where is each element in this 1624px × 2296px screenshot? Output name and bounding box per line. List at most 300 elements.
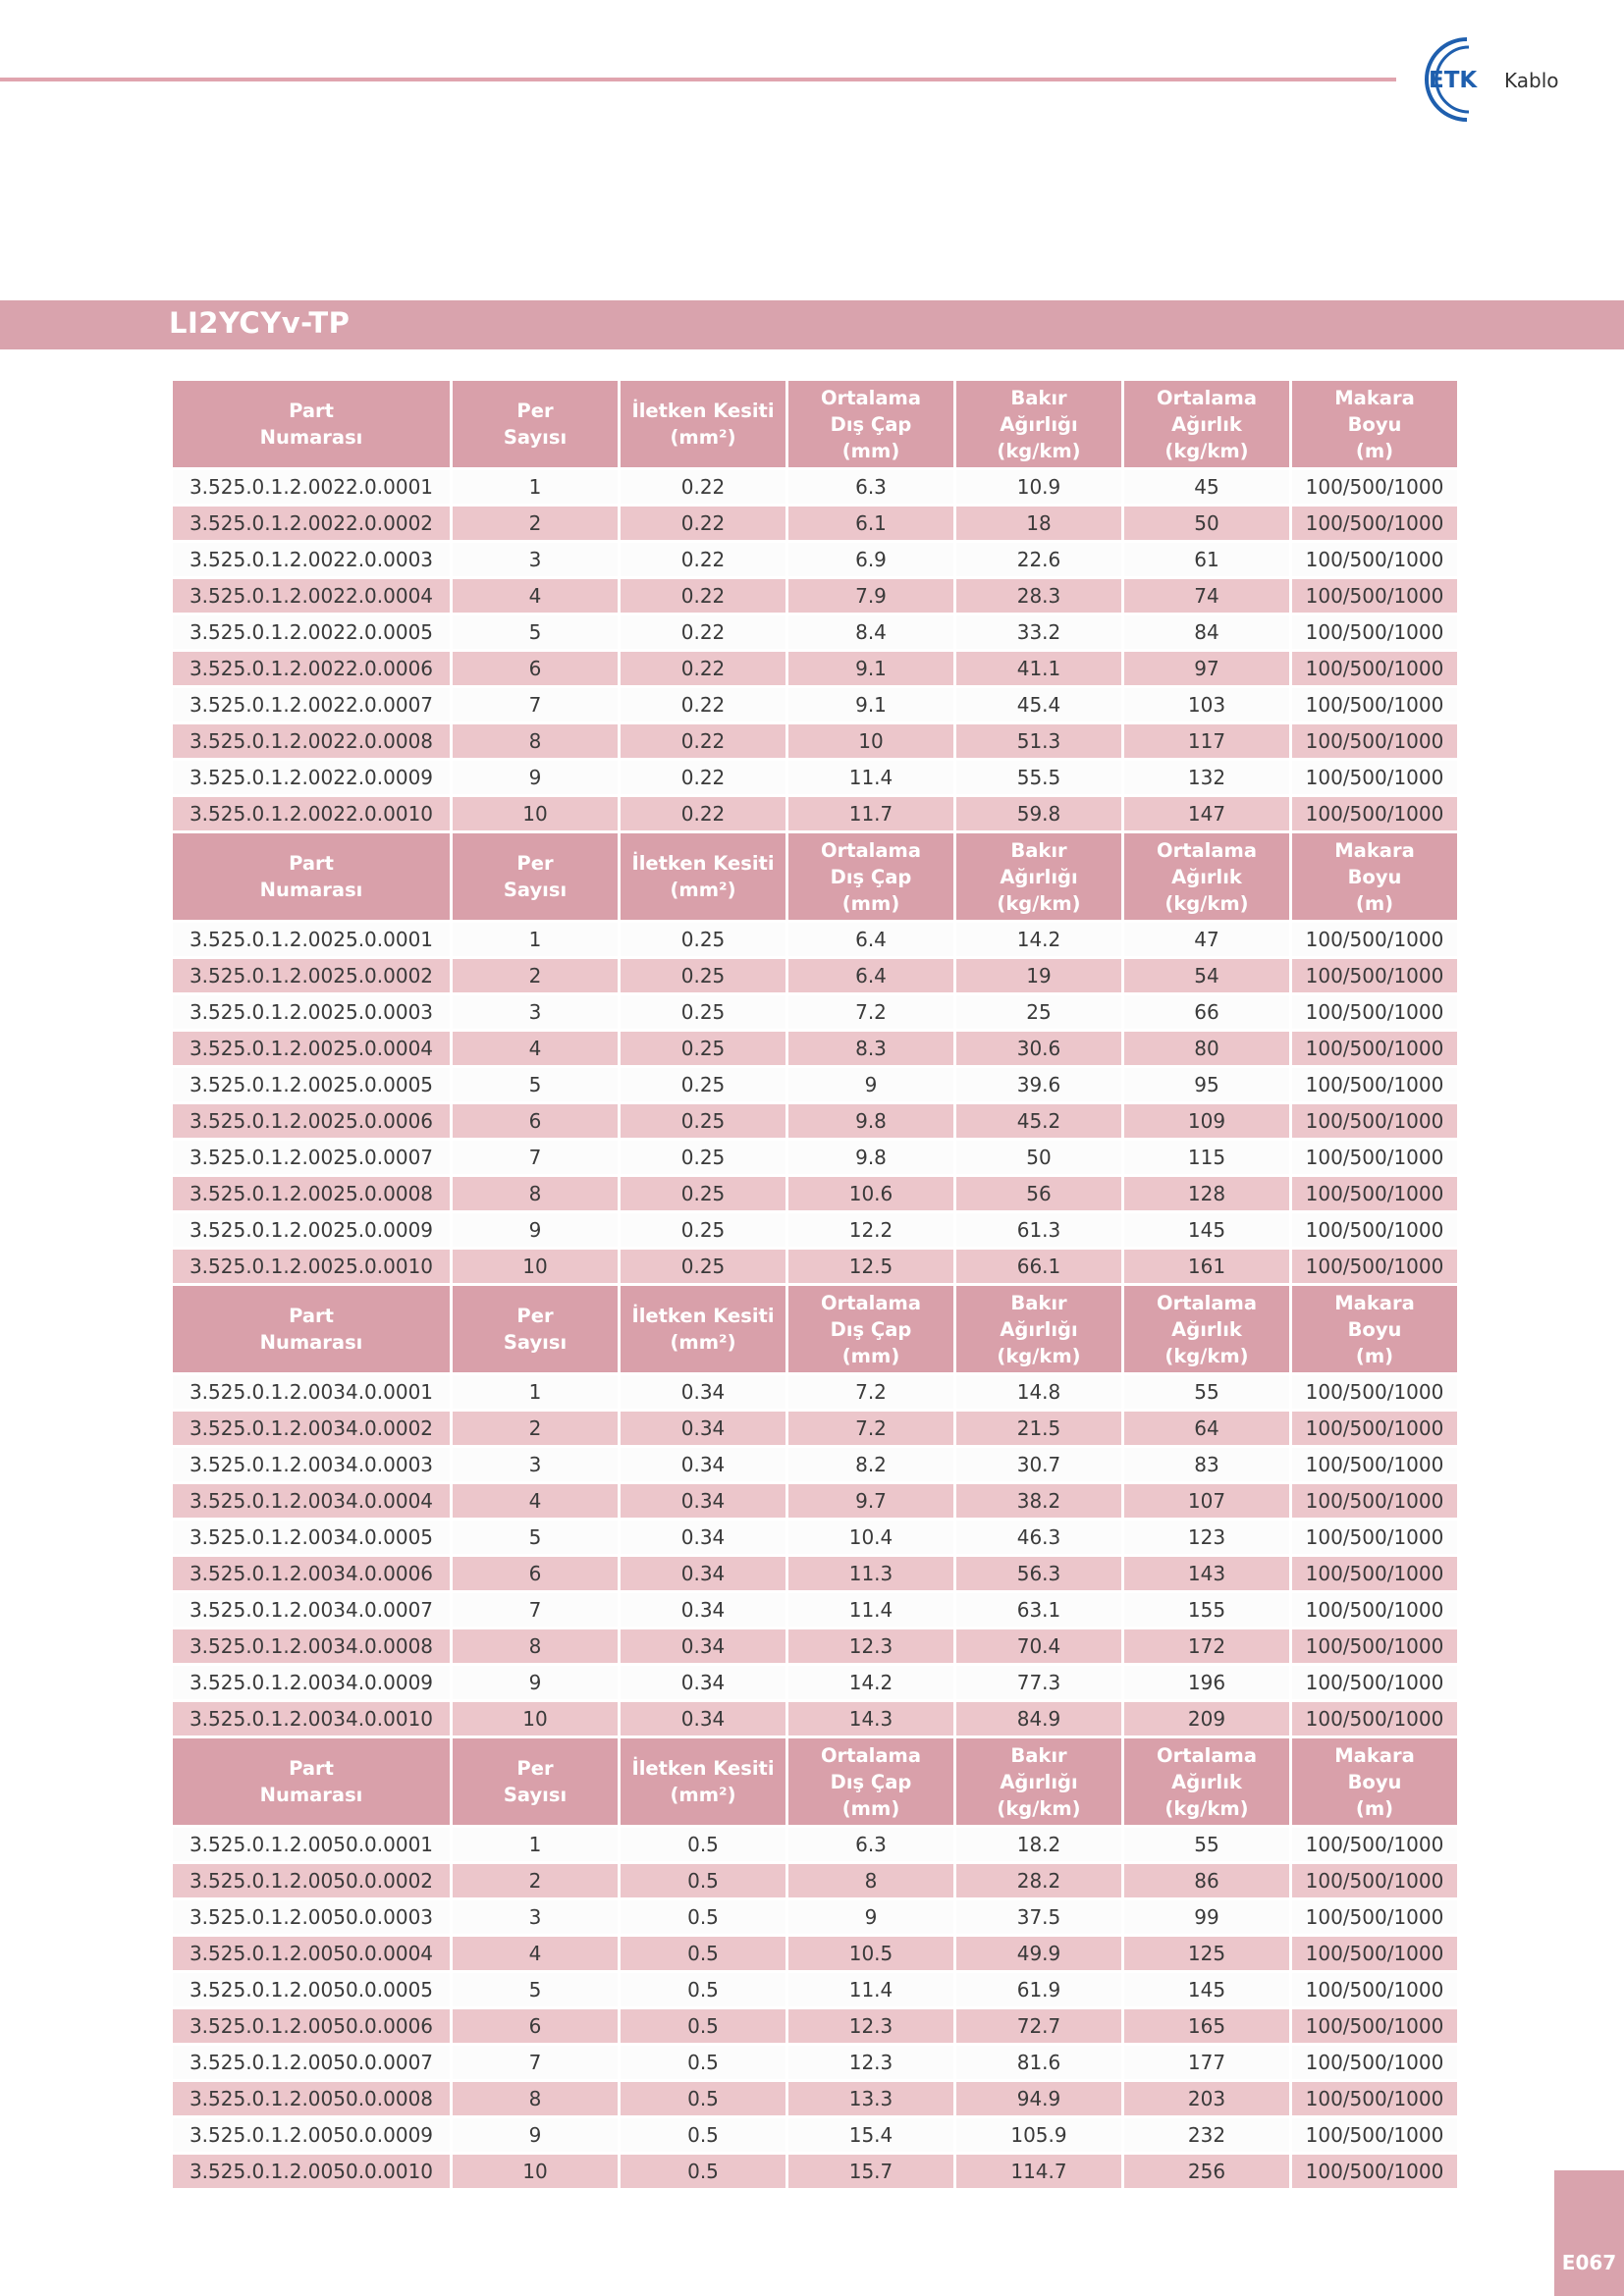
table-row (173, 1557, 1457, 1590)
cell-pair-count: 8 (453, 1629, 618, 1663)
header-conductor-section: İletken Kesiti (mm²) (621, 1738, 785, 1825)
cell-outer-diameter: 10 (788, 724, 953, 758)
cell-outer-diameter: 11.3 (788, 1557, 953, 1590)
table-row (173, 1068, 1457, 1101)
cell-outer-diameter: 12.2 (788, 1213, 953, 1247)
cell-reel-length: 100/500/1000 (1292, 1557, 1457, 1590)
table-row (173, 1104, 1457, 1138)
cell-conductor-section: 0.22 (621, 797, 785, 830)
cell-pair-count: 7 (453, 2046, 618, 2079)
cell-average-weight: 128 (1124, 1177, 1289, 1210)
cell-part-number: 3.525.0.1.2.0050.0.0003 (173, 1900, 450, 1934)
cell-outer-diameter: 8 (788, 1864, 953, 1897)
cell-outer-diameter: 9 (788, 1068, 953, 1101)
cell-copper-weight: 105.9 (956, 2118, 1121, 2152)
cell-pair-count: 9 (453, 2118, 618, 2152)
table-row (173, 1250, 1457, 1283)
cell-average-weight: 95 (1124, 1068, 1289, 1101)
cell-outer-diameter: 9.1 (788, 688, 953, 721)
cell-copper-weight: 70.4 (956, 1629, 1121, 1663)
cell-conductor-section: 0.5 (621, 1864, 785, 1897)
cell-reel-length: 100/500/1000 (1292, 507, 1457, 540)
table-header-row (173, 1286, 1457, 1372)
cell-reel-length: 100/500/1000 (1292, 1521, 1457, 1554)
cell-conductor-section: 0.22 (621, 470, 785, 504)
cell-part-number: 3.525.0.1.2.0050.0.0005 (173, 1973, 450, 2006)
cell-average-weight: 165 (1124, 2009, 1289, 2043)
cell-outer-diameter: 11.4 (788, 1593, 953, 1627)
cell-conductor-section: 0.34 (621, 1375, 785, 1409)
cell-part-number: 3.525.0.1.2.0050.0.0007 (173, 2046, 450, 2079)
cell-pair-count: 4 (453, 1484, 618, 1518)
cell-pair-count: 10 (453, 797, 618, 830)
table-row (173, 579, 1457, 613)
cell-average-weight: 145 (1124, 1213, 1289, 1247)
cell-average-weight: 125 (1124, 1937, 1289, 1970)
header-conductor-section: İletken Kesiti (mm²) (621, 381, 785, 467)
cell-conductor-section: 0.25 (621, 1068, 785, 1101)
cell-copper-weight: 14.2 (956, 923, 1121, 956)
cell-average-weight: 155 (1124, 1593, 1289, 1627)
cell-copper-weight: 28.3 (956, 579, 1121, 613)
cell-part-number: 3.525.0.1.2.0034.0.0005 (173, 1521, 450, 1554)
cell-pair-count: 7 (453, 1141, 618, 1174)
header-part-number: Part Numarası (173, 1738, 450, 1825)
cell-pair-count: 6 (453, 652, 618, 685)
cell-outer-diameter: 7.2 (788, 1412, 953, 1445)
cell-pair-count: 5 (453, 615, 618, 649)
header-reel-length: Makara Boyu (m) (1292, 381, 1457, 467)
cell-outer-diameter: 8.2 (788, 1448, 953, 1481)
cell-conductor-section: 0.34 (621, 1557, 785, 1590)
header-average-weight: Ortalama Ağırlık (kg/km) (1124, 381, 1289, 467)
cell-average-weight: 54 (1124, 959, 1289, 992)
cell-outer-diameter: 8.3 (788, 1032, 953, 1065)
cell-average-weight: 145 (1124, 1973, 1289, 2006)
cell-copper-weight: 56 (956, 1177, 1121, 1210)
cell-part-number: 3.525.0.1.2.0034.0.0009 (173, 1666, 450, 1699)
cell-copper-weight: 81.6 (956, 2046, 1121, 2079)
cell-pair-count: 10 (453, 1250, 618, 1283)
cell-reel-length: 100/500/1000 (1292, 1032, 1457, 1065)
cell-conductor-section: 0.22 (621, 615, 785, 649)
header-copper-weight: Bakır Ağırlığı (kg/km) (956, 833, 1121, 920)
table-row (173, 1702, 1457, 1735)
cell-pair-count: 10 (453, 2155, 618, 2188)
cell-part-number: 3.525.0.1.2.0025.0.0009 (173, 1213, 450, 1247)
cell-conductor-section: 0.34 (621, 1629, 785, 1663)
table-row (173, 1141, 1457, 1174)
cell-conductor-section: 0.34 (621, 1448, 785, 1481)
cell-average-weight: 172 (1124, 1629, 1289, 1663)
cell-part-number: 3.525.0.1.2.0022.0.0007 (173, 688, 450, 721)
cell-average-weight: 232 (1124, 2118, 1289, 2152)
cell-pair-count: 10 (453, 1702, 618, 1735)
cell-average-weight: 117 (1124, 724, 1289, 758)
cell-part-number: 3.525.0.1.2.0025.0.0004 (173, 1032, 450, 1065)
cell-outer-diameter: 15.7 (788, 2155, 953, 2188)
cell-conductor-section: 0.34 (621, 1666, 785, 1699)
cell-conductor-section: 0.5 (621, 2118, 785, 2152)
cell-reel-length: 100/500/1000 (1292, 1864, 1457, 1897)
cell-pair-count: 9 (453, 1213, 618, 1247)
cell-pair-count: 6 (453, 2009, 618, 2043)
cell-part-number: 3.525.0.1.2.0025.0.0006 (173, 1104, 450, 1138)
cell-outer-diameter: 14.2 (788, 1666, 953, 1699)
cell-conductor-section: 0.25 (621, 995, 785, 1029)
cell-average-weight: 209 (1124, 1702, 1289, 1735)
cell-part-number: 3.525.0.1.2.0025.0.0005 (173, 1068, 450, 1101)
cell-conductor-section: 0.5 (621, 2155, 785, 2188)
cell-part-number: 3.525.0.1.2.0050.0.0008 (173, 2082, 450, 2115)
cell-reel-length: 100/500/1000 (1292, 2155, 1457, 2188)
cell-outer-diameter: 8.4 (788, 615, 953, 649)
header-part-number: Part Numarası (173, 833, 450, 920)
cell-conductor-section: 0.5 (621, 2046, 785, 2079)
cell-outer-diameter: 10.5 (788, 1937, 953, 1970)
header-copper-weight: Bakır Ağırlığı (kg/km) (956, 1738, 1121, 1825)
cell-outer-diameter: 7.2 (788, 995, 953, 1029)
table-header-row (173, 381, 1457, 467)
cell-copper-weight: 38.2 (956, 1484, 1121, 1518)
cell-reel-length: 100/500/1000 (1292, 543, 1457, 576)
table-row (173, 797, 1457, 830)
cell-reel-length: 100/500/1000 (1292, 1213, 1457, 1247)
cell-part-number: 3.525.0.1.2.0034.0.0003 (173, 1448, 450, 1481)
header-pair-count: Per Sayısı (453, 833, 618, 920)
cell-part-number: 3.525.0.1.2.0034.0.0010 (173, 1702, 450, 1735)
table-row (173, 1521, 1457, 1554)
cell-pair-count: 2 (453, 1864, 618, 1897)
cell-pair-count: 6 (453, 1557, 618, 1590)
cell-average-weight: 115 (1124, 1141, 1289, 1174)
header-part-number: Part Numarası (173, 1286, 450, 1372)
cell-conductor-section: 0.25 (621, 1141, 785, 1174)
cell-average-weight: 55 (1124, 1828, 1289, 1861)
cell-pair-count: 3 (453, 1448, 618, 1481)
table-row (173, 1375, 1457, 1409)
cell-copper-weight: 49.9 (956, 1937, 1121, 1970)
cell-part-number: 3.525.0.1.2.0022.0.0006 (173, 652, 450, 685)
header-outer-diameter: Ortalama Dış Çap (mm) (788, 1286, 953, 1372)
cell-average-weight: 107 (1124, 1484, 1289, 1518)
cell-copper-weight: 51.3 (956, 724, 1121, 758)
cell-copper-weight: 77.3 (956, 1666, 1121, 1699)
cell-outer-diameter: 7.9 (788, 579, 953, 613)
cell-outer-diameter: 14.3 (788, 1702, 953, 1735)
cell-reel-length: 100/500/1000 (1292, 1900, 1457, 1934)
cell-part-number: 3.525.0.1.2.0022.0.0009 (173, 761, 450, 794)
cell-average-weight: 84 (1124, 615, 1289, 649)
table-row (173, 2118, 1457, 2152)
cell-copper-weight: 30.7 (956, 1448, 1121, 1481)
cell-part-number: 3.525.0.1.2.0050.0.0001 (173, 1828, 450, 1861)
cell-average-weight: 196 (1124, 1666, 1289, 1699)
table-row (173, 2009, 1457, 2043)
cell-part-number: 3.525.0.1.2.0034.0.0001 (173, 1375, 450, 1409)
cell-pair-count: 4 (453, 1032, 618, 1065)
cell-reel-length: 100/500/1000 (1292, 1448, 1457, 1481)
cell-average-weight: 74 (1124, 579, 1289, 613)
cell-conductor-section: 0.34 (621, 1484, 785, 1518)
cell-outer-diameter: 6.1 (788, 507, 953, 540)
cell-average-weight: 50 (1124, 507, 1289, 540)
cell-outer-diameter: 12.3 (788, 1629, 953, 1663)
cell-pair-count: 1 (453, 1375, 618, 1409)
cell-part-number: 3.525.0.1.2.0022.0.0005 (173, 615, 450, 649)
cell-outer-diameter: 9.8 (788, 1104, 953, 1138)
cell-conductor-section: 0.22 (621, 761, 785, 794)
cell-outer-diameter: 9.1 (788, 652, 953, 685)
cell-conductor-section: 0.25 (621, 923, 785, 956)
table-row (173, 1864, 1457, 1897)
cell-average-weight: 83 (1124, 1448, 1289, 1481)
cell-average-weight: 55 (1124, 1375, 1289, 1409)
header-reel-length: Makara Boyu (m) (1292, 1738, 1457, 1825)
cell-copper-weight: 66.1 (956, 1250, 1121, 1283)
cell-part-number: 3.525.0.1.2.0025.0.0003 (173, 995, 450, 1029)
cell-average-weight: 47 (1124, 923, 1289, 956)
cell-copper-weight: 39.6 (956, 1068, 1121, 1101)
cell-reel-length: 100/500/1000 (1292, 995, 1457, 1029)
cell-conductor-section: 0.34 (621, 1593, 785, 1627)
cell-outer-diameter: 7.2 (788, 1375, 953, 1409)
cell-average-weight: 86 (1124, 1864, 1289, 1897)
cell-pair-count: 8 (453, 724, 618, 758)
cell-average-weight: 64 (1124, 1412, 1289, 1445)
cell-part-number: 3.525.0.1.2.0022.0.0002 (173, 507, 450, 540)
cell-copper-weight: 46.3 (956, 1521, 1121, 1554)
cell-reel-length: 100/500/1000 (1292, 1068, 1457, 1101)
cell-copper-weight: 30.6 (956, 1032, 1121, 1065)
cell-copper-weight: 14.8 (956, 1375, 1121, 1409)
cell-average-weight: 132 (1124, 761, 1289, 794)
cell-reel-length: 100/500/1000 (1292, 470, 1457, 504)
cell-outer-diameter: 10.4 (788, 1521, 953, 1554)
cell-pair-count: 5 (453, 1068, 618, 1101)
cell-part-number: 3.525.0.1.2.0050.0.0010 (173, 2155, 450, 2188)
cell-pair-count: 1 (453, 470, 618, 504)
cell-copper-weight: 18.2 (956, 1828, 1121, 1861)
cell-copper-weight: 59.8 (956, 797, 1121, 830)
cell-reel-length: 100/500/1000 (1292, 2009, 1457, 2043)
cell-outer-diameter: 12.3 (788, 2009, 953, 2043)
cell-copper-weight: 19 (956, 959, 1121, 992)
cell-conductor-section: 0.22 (621, 543, 785, 576)
cell-reel-length: 100/500/1000 (1292, 652, 1457, 685)
table-row (173, 2155, 1457, 2188)
header-copper-weight: Bakır Ağırlığı (kg/km) (956, 381, 1121, 467)
cell-copper-weight: 84.9 (956, 1702, 1121, 1735)
cell-part-number: 3.525.0.1.2.0034.0.0004 (173, 1484, 450, 1518)
cell-reel-length: 100/500/1000 (1292, 1141, 1457, 1174)
cell-reel-length: 100/500/1000 (1292, 1412, 1457, 1445)
cell-pair-count: 1 (453, 923, 618, 956)
cell-part-number: 3.525.0.1.2.0050.0.0006 (173, 2009, 450, 2043)
cell-copper-weight: 63.1 (956, 1593, 1121, 1627)
cell-part-number: 3.525.0.1.2.0025.0.0002 (173, 959, 450, 992)
cell-reel-length: 100/500/1000 (1292, 688, 1457, 721)
cell-pair-count: 2 (453, 507, 618, 540)
cell-pair-count: 5 (453, 1521, 618, 1554)
cell-copper-weight: 61.3 (956, 1213, 1121, 1247)
cell-copper-weight: 45.2 (956, 1104, 1121, 1138)
cell-pair-count: 9 (453, 1666, 618, 1699)
cell-average-weight: 203 (1124, 2082, 1289, 2115)
cell-conductor-section: 0.22 (621, 579, 785, 613)
header-copper-weight: Bakır Ağırlığı (kg/km) (956, 1286, 1121, 1372)
cell-conductor-section: 0.25 (621, 1032, 785, 1065)
cell-outer-diameter: 6.4 (788, 923, 953, 956)
cell-copper-weight: 114.7 (956, 2155, 1121, 2188)
cell-part-number: 3.525.0.1.2.0050.0.0009 (173, 2118, 450, 2152)
cell-average-weight: 177 (1124, 2046, 1289, 2079)
cell-average-weight: 80 (1124, 1032, 1289, 1065)
table-row (173, 2082, 1457, 2115)
cell-copper-weight: 56.3 (956, 1557, 1121, 1590)
table-row (173, 1177, 1457, 1210)
header-average-weight: Ortalama Ağırlık (kg/km) (1124, 1286, 1289, 1372)
table-header-row (173, 1738, 1457, 1825)
table-row (173, 1448, 1457, 1481)
cell-average-weight: 103 (1124, 688, 1289, 721)
cell-outer-diameter: 12.5 (788, 1250, 953, 1283)
cell-copper-weight: 45.4 (956, 688, 1121, 721)
header-pair-count: Per Sayısı (453, 381, 618, 467)
cell-pair-count: 3 (453, 995, 618, 1029)
cell-conductor-section: 0.34 (621, 1521, 785, 1554)
cell-part-number: 3.525.0.1.2.0025.0.0008 (173, 1177, 450, 1210)
cell-part-number: 3.525.0.1.2.0050.0.0004 (173, 1937, 450, 1970)
cell-reel-length: 100/500/1000 (1292, 761, 1457, 794)
cell-outer-diameter: 11.7 (788, 797, 953, 830)
table-header-row (173, 833, 1457, 920)
cell-outer-diameter: 9.7 (788, 1484, 953, 1518)
table-row (173, 923, 1457, 956)
cell-pair-count: 9 (453, 761, 618, 794)
table-row (173, 1666, 1457, 1699)
cell-part-number: 3.525.0.1.2.0050.0.0002 (173, 1864, 450, 1897)
cell-reel-length: 100/500/1000 (1292, 2046, 1457, 2079)
cell-copper-weight: 18 (956, 507, 1121, 540)
cell-copper-weight: 21.5 (956, 1412, 1121, 1445)
cell-reel-length: 100/500/1000 (1292, 797, 1457, 830)
cell-copper-weight: 61.9 (956, 1973, 1121, 2006)
cell-reel-length: 100/500/1000 (1292, 1828, 1457, 1861)
table-row (173, 1828, 1457, 1861)
cell-part-number: 3.525.0.1.2.0025.0.0010 (173, 1250, 450, 1283)
cell-reel-length: 100/500/1000 (1292, 1593, 1457, 1627)
table-row (173, 2046, 1457, 2079)
cell-copper-weight: 28.2 (956, 1864, 1121, 1897)
table-row (173, 1484, 1457, 1518)
cell-conductor-section: 0.22 (621, 652, 785, 685)
cell-copper-weight: 22.6 (956, 543, 1121, 576)
cell-reel-length: 100/500/1000 (1292, 2118, 1457, 2152)
cell-pair-count: 7 (453, 1593, 618, 1627)
table-row (173, 652, 1457, 685)
cell-conductor-section: 0.5 (621, 2082, 785, 2115)
cell-average-weight: 109 (1124, 1104, 1289, 1138)
cell-average-weight: 97 (1124, 652, 1289, 685)
cell-outer-diameter: 11.4 (788, 1973, 953, 2006)
cell-pair-count: 4 (453, 1937, 618, 1970)
table-row (173, 615, 1457, 649)
cell-average-weight: 161 (1124, 1250, 1289, 1283)
cell-part-number: 3.525.0.1.2.0025.0.0001 (173, 923, 450, 956)
table-row (173, 688, 1457, 721)
table-row (173, 959, 1457, 992)
table-row (173, 543, 1457, 576)
cell-reel-length: 100/500/1000 (1292, 923, 1457, 956)
page-title: LI2YCYv-TP (169, 306, 351, 340)
cell-conductor-section: 0.5 (621, 1937, 785, 1970)
cell-conductor-section: 0.5 (621, 1828, 785, 1861)
cell-average-weight: 143 (1124, 1557, 1289, 1590)
cell-outer-diameter: 10.6 (788, 1177, 953, 1210)
cell-copper-weight: 25 (956, 995, 1121, 1029)
cell-outer-diameter: 12.3 (788, 2046, 953, 2079)
cell-average-weight: 61 (1124, 543, 1289, 576)
table-row (173, 761, 1457, 794)
table-row (173, 1900, 1457, 1934)
cell-part-number: 3.525.0.1.2.0034.0.0008 (173, 1629, 450, 1663)
table-row (173, 1412, 1457, 1445)
cell-part-number: 3.525.0.1.2.0022.0.0008 (173, 724, 450, 758)
cell-pair-count: 1 (453, 1828, 618, 1861)
cell-average-weight: 256 (1124, 2155, 1289, 2188)
table-row (173, 1937, 1457, 1970)
cell-average-weight: 147 (1124, 797, 1289, 830)
etk-kablo-logo (1418, 35, 1595, 124)
cell-conductor-section: 0.22 (621, 724, 785, 758)
cell-reel-length: 100/500/1000 (1292, 1250, 1457, 1283)
cell-copper-weight: 10.9 (956, 470, 1121, 504)
cell-average-weight: 123 (1124, 1521, 1289, 1554)
table-row (173, 470, 1457, 504)
cell-conductor-section: 0.5 (621, 2009, 785, 2043)
cell-reel-length: 100/500/1000 (1292, 615, 1457, 649)
logo-word: Kablo (1504, 69, 1559, 92)
cell-copper-weight: 33.2 (956, 615, 1121, 649)
table-row (173, 1629, 1457, 1663)
header-conductor-section: İletken Kesiti (mm²) (621, 833, 785, 920)
header-outer-diameter: Ortalama Dış Çap (mm) (788, 833, 953, 920)
cell-outer-diameter: 9 (788, 1900, 953, 1934)
header-reel-length: Makara Boyu (m) (1292, 833, 1457, 920)
cell-reel-length: 100/500/1000 (1292, 1104, 1457, 1138)
cell-part-number: 3.525.0.1.2.0034.0.0002 (173, 1412, 450, 1445)
page-number-tab (1554, 2170, 1624, 2296)
table-row (173, 1213, 1457, 1247)
cell-outer-diameter: 6.3 (788, 1828, 953, 1861)
table-row (173, 1973, 1457, 2006)
header-part-number: Part Numarası (173, 381, 450, 467)
table-row (173, 1032, 1457, 1065)
header-pair-count: Per Sayısı (453, 1738, 618, 1825)
table-row (173, 995, 1457, 1029)
cell-part-number: 3.525.0.1.2.0034.0.0007 (173, 1593, 450, 1627)
cell-pair-count: 6 (453, 1104, 618, 1138)
cell-part-number: 3.525.0.1.2.0025.0.0007 (173, 1141, 450, 1174)
cell-pair-count: 7 (453, 688, 618, 721)
cell-conductor-section: 0.5 (621, 1900, 785, 1934)
cell-conductor-section: 0.22 (621, 688, 785, 721)
header-average-weight: Ortalama Ağırlık (kg/km) (1124, 833, 1289, 920)
cell-copper-weight: 37.5 (956, 1900, 1121, 1934)
cell-part-number: 3.525.0.1.2.0022.0.0004 (173, 579, 450, 613)
cell-reel-length: 100/500/1000 (1292, 1177, 1457, 1210)
